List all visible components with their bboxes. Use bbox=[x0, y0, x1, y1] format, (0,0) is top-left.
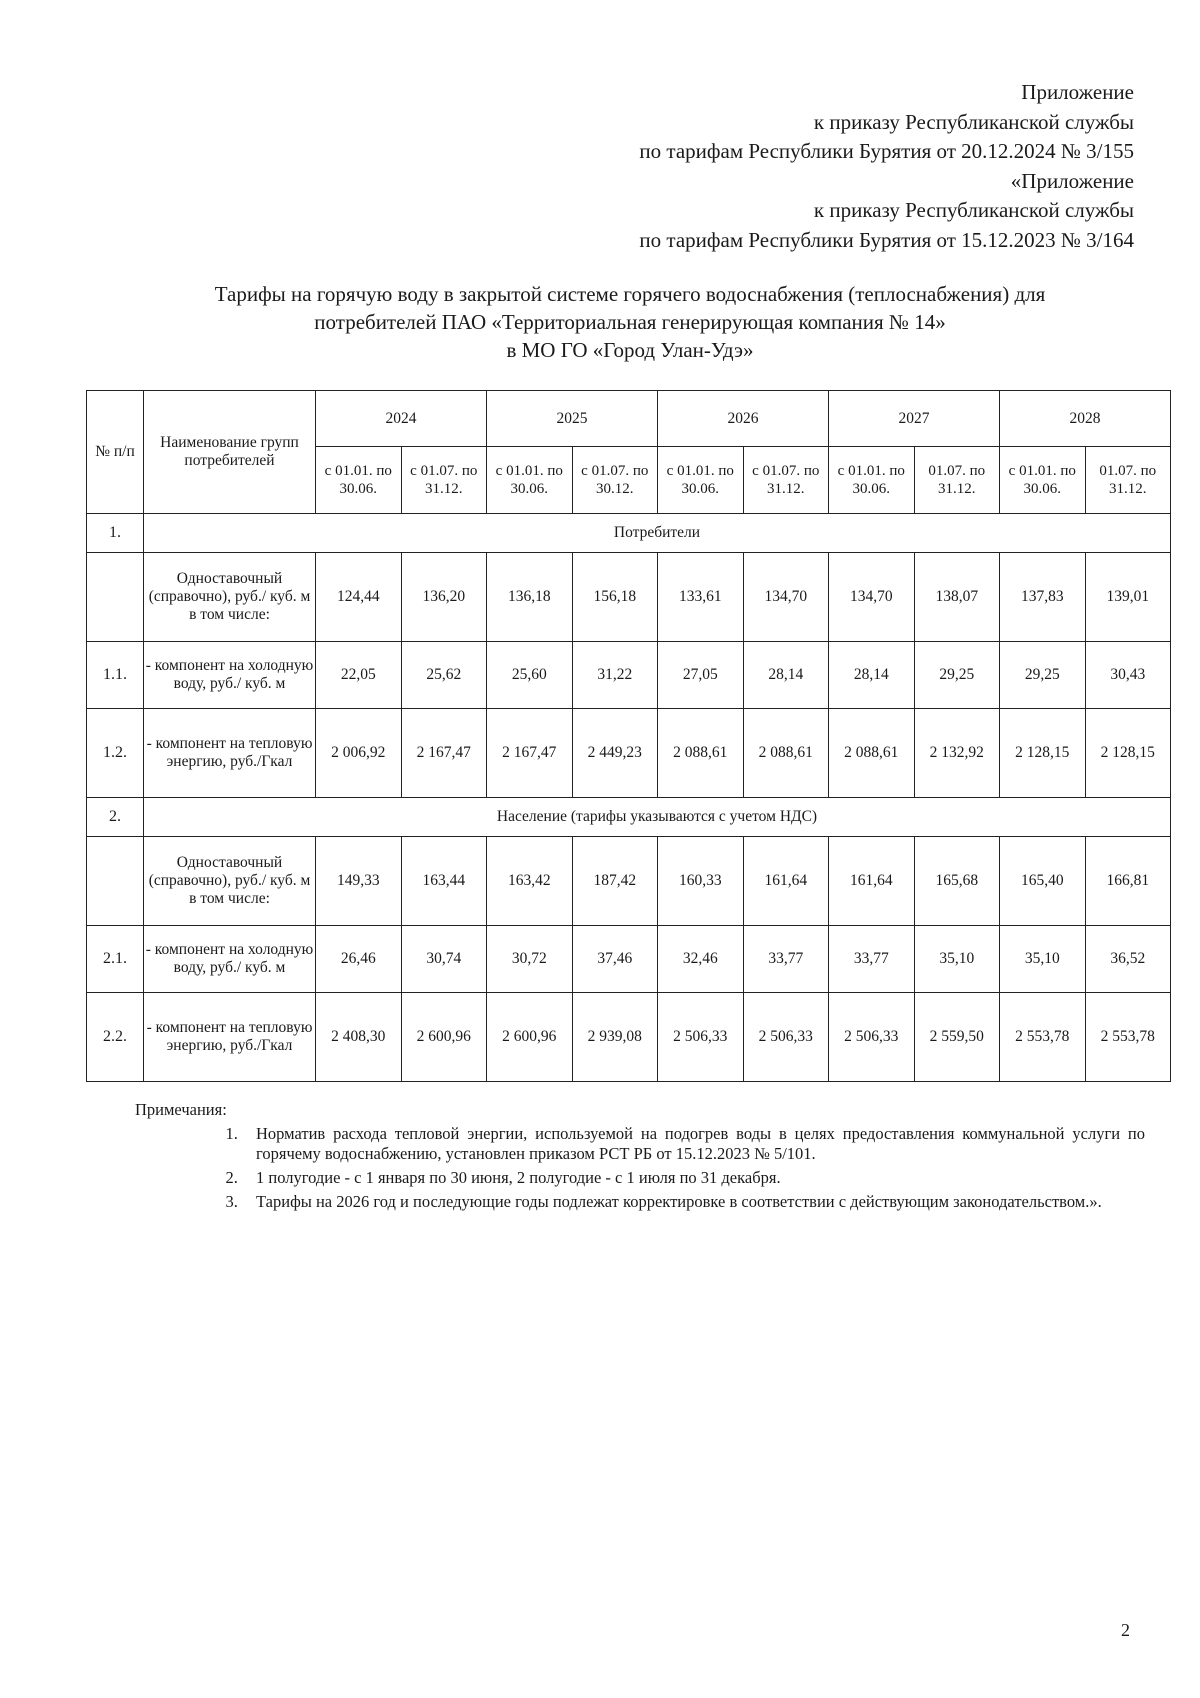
header-year: 2024 bbox=[316, 391, 487, 447]
notes-list bbox=[135, 1124, 1145, 1212]
row-number bbox=[87, 837, 144, 926]
header-year: 2026 bbox=[658, 391, 829, 447]
header-period: с 01.01. по 30.06. bbox=[829, 447, 915, 514]
document-title bbox=[110, 280, 1150, 364]
tariff-value: 124,44 bbox=[316, 553, 402, 642]
tariff-value: 27,05 bbox=[658, 642, 744, 709]
tariff-value: 2 939,08 bbox=[572, 993, 658, 1082]
note-item: 1. Норматив расхода тепловой энергии, используемой на подогрев воды в целях предоставления коммунальной услуги по горячему водоснабжению, установлен приказом РСТ РБ от 15.12.2023 № 5/101. bbox=[242, 1124, 1145, 1164]
tariff-value: 2 088,61 bbox=[743, 709, 829, 798]
section-number: 1. bbox=[87, 514, 144, 553]
tariff-value: 30,74 bbox=[401, 926, 487, 993]
tariff-value: 22,05 bbox=[316, 642, 402, 709]
table-header bbox=[87, 391, 1171, 514]
table-row bbox=[87, 993, 1171, 1082]
tariff-value: 138,07 bbox=[914, 553, 1000, 642]
tariff-value: 2 167,47 bbox=[487, 709, 573, 798]
notes-section bbox=[135, 1100, 1145, 1216]
tariff-value: 35,10 bbox=[914, 926, 1000, 993]
header-period: с 01.01. по 30.06. bbox=[316, 447, 402, 514]
tariff-value: 136,18 bbox=[487, 553, 573, 642]
tariff-value: 2 408,30 bbox=[316, 993, 402, 1082]
tariff-value: 32,46 bbox=[658, 926, 744, 993]
tariff-value: 30,72 bbox=[487, 926, 573, 993]
tariff-value: 35,10 bbox=[1000, 926, 1086, 993]
tariff-value: 133,61 bbox=[658, 553, 744, 642]
header-year: 2027 bbox=[829, 391, 1000, 447]
tariff-value: 165,68 bbox=[914, 837, 1000, 926]
tariff-value: 165,40 bbox=[1000, 837, 1086, 926]
table-row bbox=[87, 642, 1171, 709]
header-line: по тарифам Республики Бурятия от 15.12.2023 № 3/164 bbox=[639, 227, 1134, 252]
row-number bbox=[87, 553, 144, 642]
tariff-value: 26,46 bbox=[316, 926, 402, 993]
consumer-group-name: - компонент на холодную воду, руб./ куб. м bbox=[144, 926, 316, 993]
tariff-value: 2 559,50 bbox=[914, 993, 1000, 1082]
row-number: 2.1. bbox=[87, 926, 144, 993]
table-row bbox=[87, 709, 1171, 798]
tariff-value: 2 128,15 bbox=[1085, 709, 1171, 798]
tariffs-table bbox=[86, 390, 1171, 1082]
tariff-value: 139,01 bbox=[1085, 553, 1171, 642]
row-number: 1.2. bbox=[87, 709, 144, 798]
tariff-value: 160,33 bbox=[658, 837, 744, 926]
tariff-value: 2 167,47 bbox=[401, 709, 487, 798]
title-line: Тарифы на горячую воду в закрытой системе горячего водоснабжения (теплоснабжения) для bbox=[214, 282, 1046, 306]
tariff-value: 166,81 bbox=[1085, 837, 1171, 926]
tariff-value: 30,43 bbox=[1085, 642, 1171, 709]
tariff-value: 29,25 bbox=[914, 642, 1000, 709]
title-line: потребителей ПАО «Территориальная генерирующая компания № 14» bbox=[314, 310, 946, 334]
header-consumer-group: Наименование групп потребителей bbox=[144, 391, 316, 514]
tariff-value: 136,20 bbox=[401, 553, 487, 642]
consumer-group-name: - компонент на холодную воду, руб./ куб. м bbox=[144, 642, 316, 709]
section-title: Потребители bbox=[144, 514, 1171, 553]
tariff-value: 2 600,96 bbox=[401, 993, 487, 1082]
table-row bbox=[87, 837, 1171, 926]
page-number: 2 bbox=[1121, 1620, 1130, 1640]
tariff-value: 134,70 bbox=[743, 553, 829, 642]
notes-label: Примечания: bbox=[135, 1100, 227, 1119]
tariff-value: 25,60 bbox=[487, 642, 573, 709]
tariff-value: 2 088,61 bbox=[829, 709, 915, 798]
tariff-value: 156,18 bbox=[572, 553, 658, 642]
tariff-value: 161,64 bbox=[743, 837, 829, 926]
consumer-group-name: Одноставочный (справочно), руб./ куб. м в том числе: bbox=[144, 837, 316, 926]
tariff-value: 33,77 bbox=[743, 926, 829, 993]
header-period: 01.07. по 31.12. bbox=[1085, 447, 1171, 514]
header-period: с 01.01. по 30.06. bbox=[658, 447, 744, 514]
tariff-value: 2 006,92 bbox=[316, 709, 402, 798]
tariff-value: 163,44 bbox=[401, 837, 487, 926]
tariff-value: 2 506,33 bbox=[829, 993, 915, 1082]
table-body bbox=[87, 514, 1171, 1082]
tariff-value: 2 088,61 bbox=[658, 709, 744, 798]
header-number: № п/п bbox=[87, 391, 144, 514]
header-period: с 01.01. по 30.06. bbox=[1000, 447, 1086, 514]
tariff-value: 36,52 bbox=[1085, 926, 1171, 993]
tariff-value: 31,22 bbox=[572, 642, 658, 709]
tariff-value: 161,64 bbox=[829, 837, 915, 926]
header-period: 01.07. по 31.12. bbox=[914, 447, 1000, 514]
header-period: с 01.07. по 31.12. bbox=[743, 447, 829, 514]
tariff-value: 149,33 bbox=[316, 837, 402, 926]
table-row bbox=[87, 553, 1171, 642]
tariff-value: 2 449,23 bbox=[572, 709, 658, 798]
tariff-value: 2 553,78 bbox=[1085, 993, 1171, 1082]
tariff-value: 28,14 bbox=[829, 642, 915, 709]
header-line: по тарифам Республики Бурятия от 20.12.2024 № 3/155 bbox=[639, 139, 1134, 163]
tariff-value: 37,46 bbox=[572, 926, 658, 993]
tariff-value: 29,25 bbox=[1000, 642, 1086, 709]
header-period: с 01.07. по 30.12. bbox=[572, 447, 658, 514]
tariff-value: 33,77 bbox=[829, 926, 915, 993]
section-row bbox=[87, 514, 1171, 553]
tariff-value: 28,14 bbox=[743, 642, 829, 709]
tariff-value: 163,42 bbox=[487, 837, 573, 926]
tariff-value: 137,83 bbox=[1000, 553, 1086, 642]
appendix-header bbox=[639, 78, 1134, 255]
tariff-value: 2 506,33 bbox=[743, 993, 829, 1082]
section-number: 2. bbox=[87, 798, 144, 837]
section-row bbox=[87, 798, 1171, 837]
note-item: 2. 1 полугодие - с 1 января по 30 июня, 2 полугодие - с 1 июля по 31 декабря. bbox=[242, 1168, 1145, 1188]
header-line: «Приложение bbox=[1010, 168, 1134, 193]
tariff-value: 25,62 bbox=[401, 642, 487, 709]
tariff-value: 2 553,78 bbox=[1000, 993, 1086, 1082]
tariff-value: 2 506,33 bbox=[658, 993, 744, 1082]
header-period: с 01.01. по 30.06. bbox=[487, 447, 573, 514]
section-title: Население (тарифы указываются с учетом НДС) bbox=[144, 798, 1171, 837]
header-line: к приказу Республиканской службы bbox=[813, 109, 1134, 134]
tariff-value: 187,42 bbox=[572, 837, 658, 926]
consumer-group-name: - компонент на тепловую энергию, руб./Гкал bbox=[144, 993, 316, 1082]
table-row bbox=[87, 926, 1171, 993]
title-line: в МО ГО «Город Улан-Удэ» bbox=[506, 338, 754, 362]
note-item: 3. Тарифы на 2026 год и последующие годы подлежат корректировке в соответствии с действующим законодательством.». bbox=[242, 1192, 1145, 1212]
header-year: 2028 bbox=[1000, 391, 1171, 447]
header-year: 2025 bbox=[487, 391, 658, 447]
consumer-group-name: - компонент на тепловую энергию, руб./Гкал bbox=[144, 709, 316, 798]
tariff-value: 134,70 bbox=[829, 553, 915, 642]
header-period: с 01.07. по 31.12. bbox=[401, 447, 487, 514]
header-line: Приложение bbox=[1021, 80, 1134, 104]
row-number: 2.2. bbox=[87, 993, 144, 1082]
tariff-value: 2 132,92 bbox=[914, 709, 1000, 798]
header-line: к приказу Республиканской службы bbox=[813, 198, 1134, 222]
tariff-value: 2 128,15 bbox=[1000, 709, 1086, 798]
tariff-value: 2 600,96 bbox=[487, 993, 573, 1082]
row-number: 1.1. bbox=[87, 642, 144, 709]
consumer-group-name: Одноставочный (справочно), руб./ куб. м в том числе: bbox=[144, 553, 316, 642]
